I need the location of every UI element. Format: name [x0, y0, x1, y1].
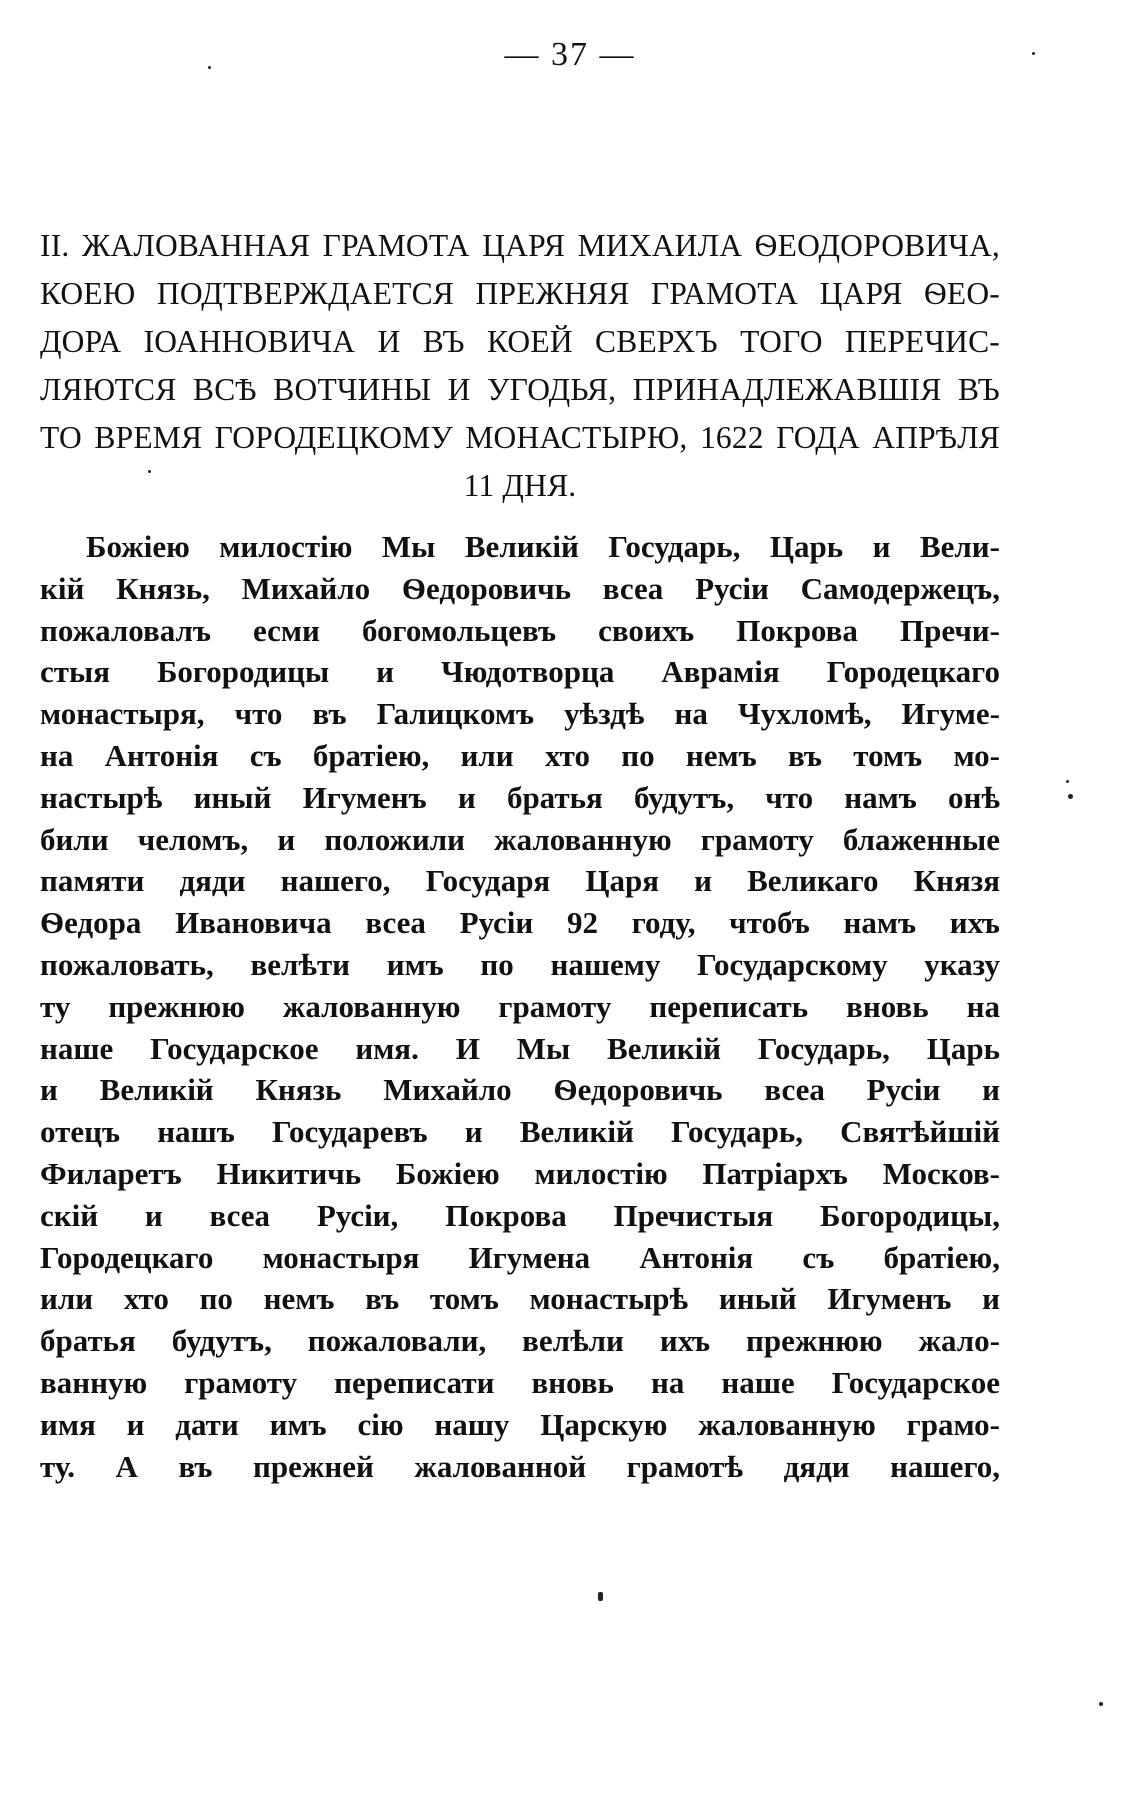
body-line: братья будутъ, пожаловали, велѣли ихъ прежнюю жало-	[40, 1323, 1000, 1359]
body-line: на Антонія съ братіею, или хто по немъ въ томъ мо-	[40, 737, 1000, 773]
heading-line: ТО ВРЕМЯ ГОРОДЕЦКОМУ МОНАСТЫРЮ, 1622 ГОДА АПРѢЛЯ	[40, 420, 1000, 455]
body-line: наше Государское имя. И Мы Великій Государь, Царь	[40, 1030, 1000, 1066]
document-heading	[40, 222, 1000, 510]
scan-speck	[1099, 1702, 1103, 1706]
body-line: скій и всеа Русіи, Покрова Пречистыя Богородицы,	[40, 1197, 1000, 1233]
body-line: Божіею милостію Мы Великій Государь, Царь и Вели-	[86, 529, 1000, 564]
body-line: Ѳедора Ивановича всеа Русіи 92 году, чтобъ намъ ихъ	[40, 905, 1000, 941]
body-line: и Великій Князь Михайло Ѳедоровичь всеа Русіи и	[40, 1072, 1000, 1108]
heading-line: ЛЯЮТСЯ ВСѢ ВОТЧИНЫ И УГОДЬЯ, ПРИНАДЛЕЖАВШІЯ ВЪ	[40, 372, 1000, 407]
scan-speck	[1068, 794, 1073, 799]
body-paragraph	[40, 526, 1000, 1487]
body-line: ту. А въ прежней жалованной грамотѣ дяди нашего,	[40, 1448, 1000, 1484]
body-line: настырѣ иный Игуменъ и братья будутъ, что намъ онѣ	[40, 779, 1000, 815]
scan-speck	[208, 66, 211, 69]
body-line: пожаловать, велѣти имъ по нашему Государскому указу	[40, 946, 1000, 982]
body-line: монастыря, что въ Галицкомъ уѣздѣ на Чухломѣ, Игуме-	[40, 696, 1000, 732]
heading-line: II. ЖАЛОВАННАЯ ГРАМОТА ЦАРЯ МИХАИЛА ѲЕОДОРОВИЧА,	[40, 228, 1000, 263]
body-line: били челомъ, и положили жалованную грамоту блаженные	[40, 821, 1000, 857]
heading-line: КОЕЮ ПОДТВЕРЖДАЕТСЯ ПРЕЖНЯЯ ГРАМОТА ЦАРЯ ѲЕО-	[40, 276, 1000, 311]
body-line: памяти дяди нашего, Государя Царя и Великаго Князя	[40, 863, 1000, 899]
scan-speck	[598, 1592, 603, 1601]
body-line: Городецкаго монастыря Игумена Антонія съ братіею,	[40, 1239, 1000, 1275]
body-line: Филаретъ Никитичь Божіею милостію Патріархъ Москов-	[40, 1155, 1000, 1191]
heading-date-line: 11 ДНЯ.	[463, 468, 577, 503]
body-line: пожаловалъ есми богомольцевъ своихъ Покрова Пречи-	[40, 612, 1000, 648]
body-line: ту прежнюю жалованную грамоту переписать вновь на	[40, 988, 1000, 1024]
body-line: или хто по немъ въ томъ монастырѣ иный Игуменъ и	[40, 1281, 1000, 1317]
body-line: отецъ нашъ Государевъ и Великій Государь, Святѣйшій	[40, 1114, 1000, 1150]
scan-speck	[1032, 52, 1035, 55]
body-line: стыя Богородицы и Чюдотворца Аврамія Городецкаго	[40, 654, 1000, 690]
body-line: имя и дати имъ сію нашу Царскую жалованную грамо-	[40, 1406, 1000, 1442]
scan-speck	[1066, 780, 1069, 783]
body-line: кій Князь, Михайло Ѳедоровичь всеа Русіи Самодержецъ,	[40, 570, 1000, 606]
body-line: ванную грамоту переписати вновь на наше Государское	[40, 1364, 1000, 1400]
page-number: — 37 —	[504, 36, 636, 73]
heading-line: ДОРА ІОАННОВИЧА И ВЪ КОЕЙ СВЕРХЪ ТОГО ПЕРЕЧИС-	[40, 324, 1000, 359]
scan-speck	[148, 470, 151, 473]
